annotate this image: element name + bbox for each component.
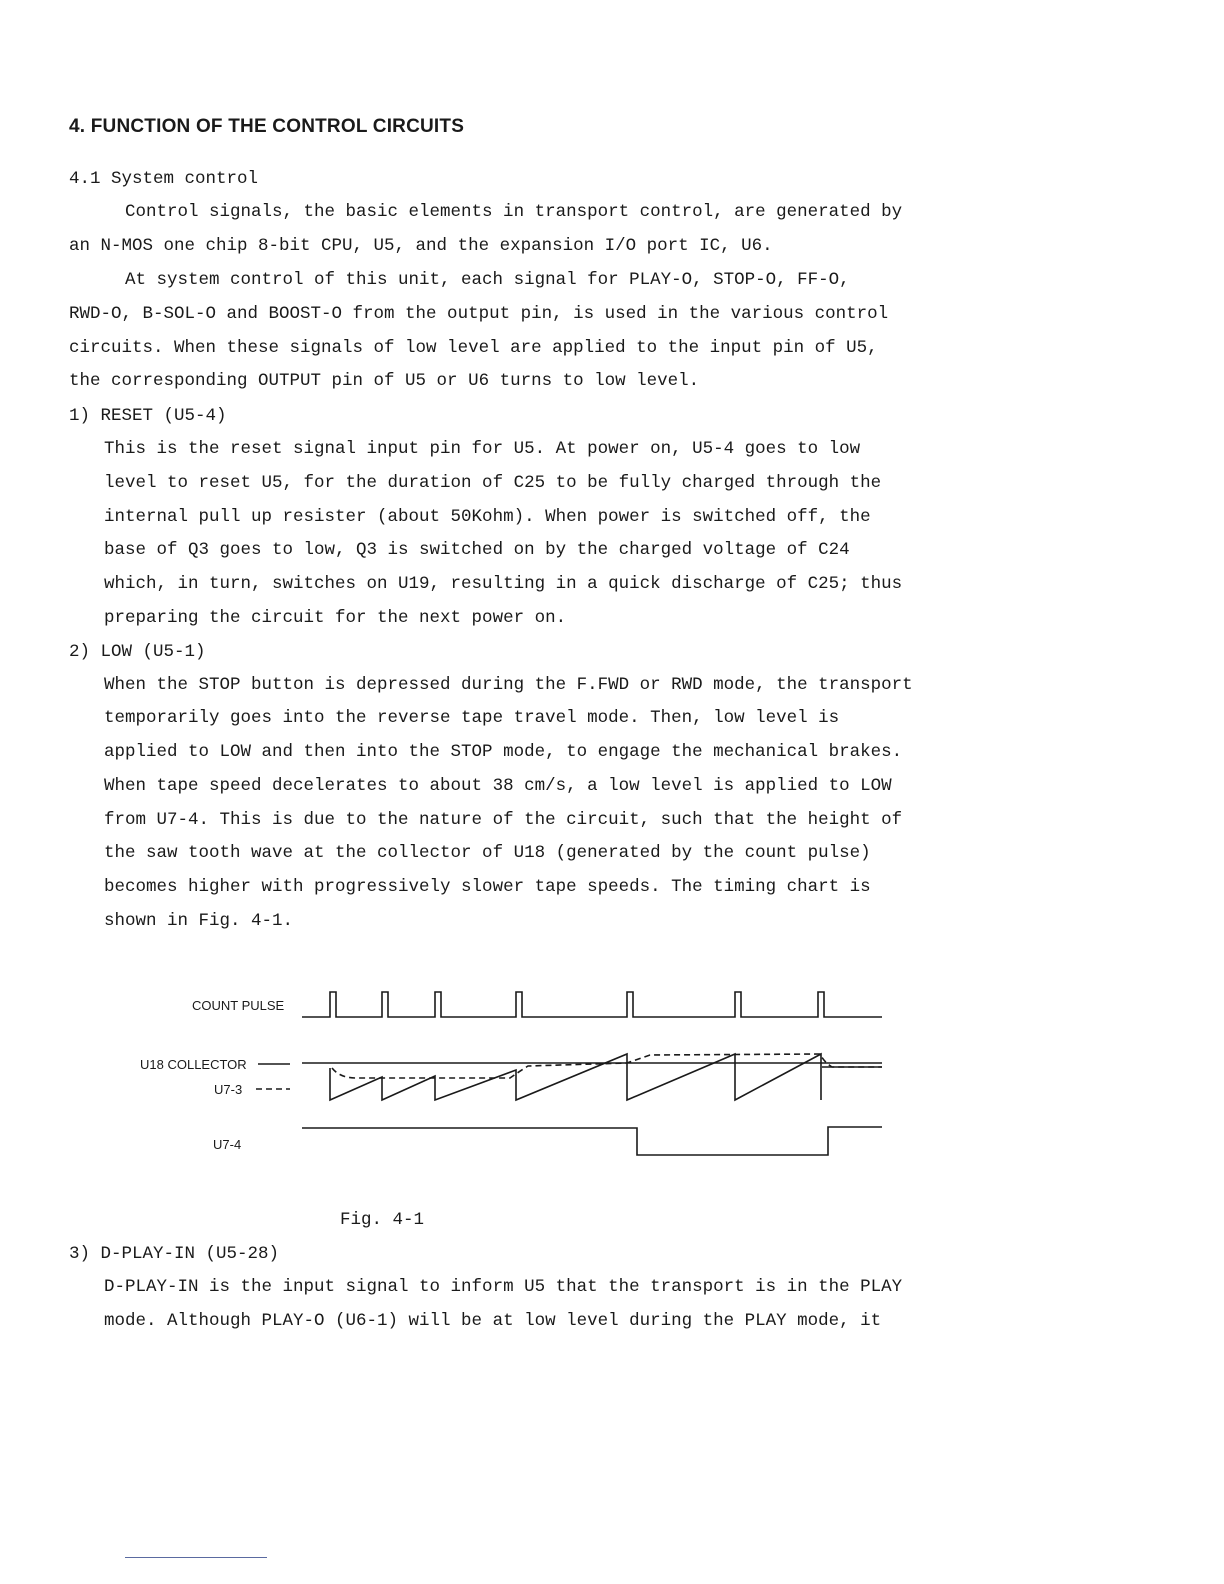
label-u18-collector: U18 COLLECTOR <box>140 1057 247 1072</box>
sawtooth-waveform <box>330 1054 821 1100</box>
item-line: mode. Although PLAY-O (U6-1) will be at low level during the PLAY mode, it <box>104 1311 882 1331</box>
item-line: internal pull up resister (about 50Kohm). When power is switched off, the <box>104 507 871 527</box>
label-u7-4: U7-4 <box>213 1137 242 1152</box>
intro-line: the corresponding OUTPUT pin of U5 or U6 turns to low level. <box>69 371 700 391</box>
item-line: applied to LOW and then into the STOP mode, to engage the mechanical brakes. <box>104 742 903 762</box>
count-pulse-waveform <box>302 992 882 1017</box>
intro-line: Control signals, the basic elements in transport control, are generated by <box>125 202 903 222</box>
label-u7-3: U7-3 <box>214 1082 243 1097</box>
item-line: shown in Fig. 4-1. <box>104 911 294 931</box>
item-line: temporarily goes into the reverse tape travel mode. Then, low level is <box>104 708 840 728</box>
intro-line: RWD-O, B-SOL-O and BOOST-O from the output pin, is used in the various control <box>69 304 889 324</box>
footnote-rule <box>125 1557 267 1558</box>
item-line: D-PLAY-IN is the input signal to inform U5 that the transport is in the PLAY <box>104 1277 903 1297</box>
item-line: which, in turn, switches on U19, resulting in a quick discharge of C25; thus <box>104 574 903 594</box>
figure-caption: Fig. 4-1 <box>340 1210 425 1230</box>
item-line: When tape speed decelerates to about 38 cm/s, a low level is applied to LOW <box>104 776 892 796</box>
intro-line: At system control of this unit, each signal for PLAY-O, STOP-O, FF-O, <box>125 270 850 290</box>
item-title-low: 2) LOW (U5-1) <box>69 642 206 662</box>
item-line: base of Q3 goes to low, Q3 is switched on by the charged voltage of C24 <box>104 540 850 560</box>
item-line: This is the reset signal input pin for U5. At power on, U5-4 goes to low <box>104 439 861 459</box>
item-line: preparing the circuit for the next power on. <box>104 608 567 628</box>
item-line: the saw tooth wave at the collector of U18 (generated by the count pulse) <box>104 843 871 863</box>
u7-4-waveform <box>302 1127 882 1155</box>
item-line: level to reset U5, for the duration of C25 to be fully charged through the <box>104 473 882 493</box>
item-line: becomes higher with progressively slower tape speeds. The timing chart is <box>104 877 871 897</box>
section-heading: 4. FUNCTION OF THE CONTROL CIRCUITS <box>69 116 465 137</box>
label-count-pulse: COUNT PULSE <box>192 998 285 1013</box>
item-title-reset: 1) RESET (U5-4) <box>69 406 227 426</box>
intro-line: an N-MOS one chip 8-bit CPU, U5, and the expansion I/O port IC, U6. <box>69 236 773 256</box>
subsection-heading: 4.1 System control <box>69 169 259 189</box>
item-line: When the STOP button is depressed during the F.FWD or RWD mode, the transport <box>104 675 913 695</box>
item-title-d-play-in: 3) D-PLAY-IN (U5-28) <box>69 1244 280 1264</box>
item-line: from U7-4. This is due to the nature of the circuit, such that the height of <box>104 810 903 830</box>
intro-line: circuits. When these signals of low level are applied to the input pin of U5, <box>69 338 878 358</box>
